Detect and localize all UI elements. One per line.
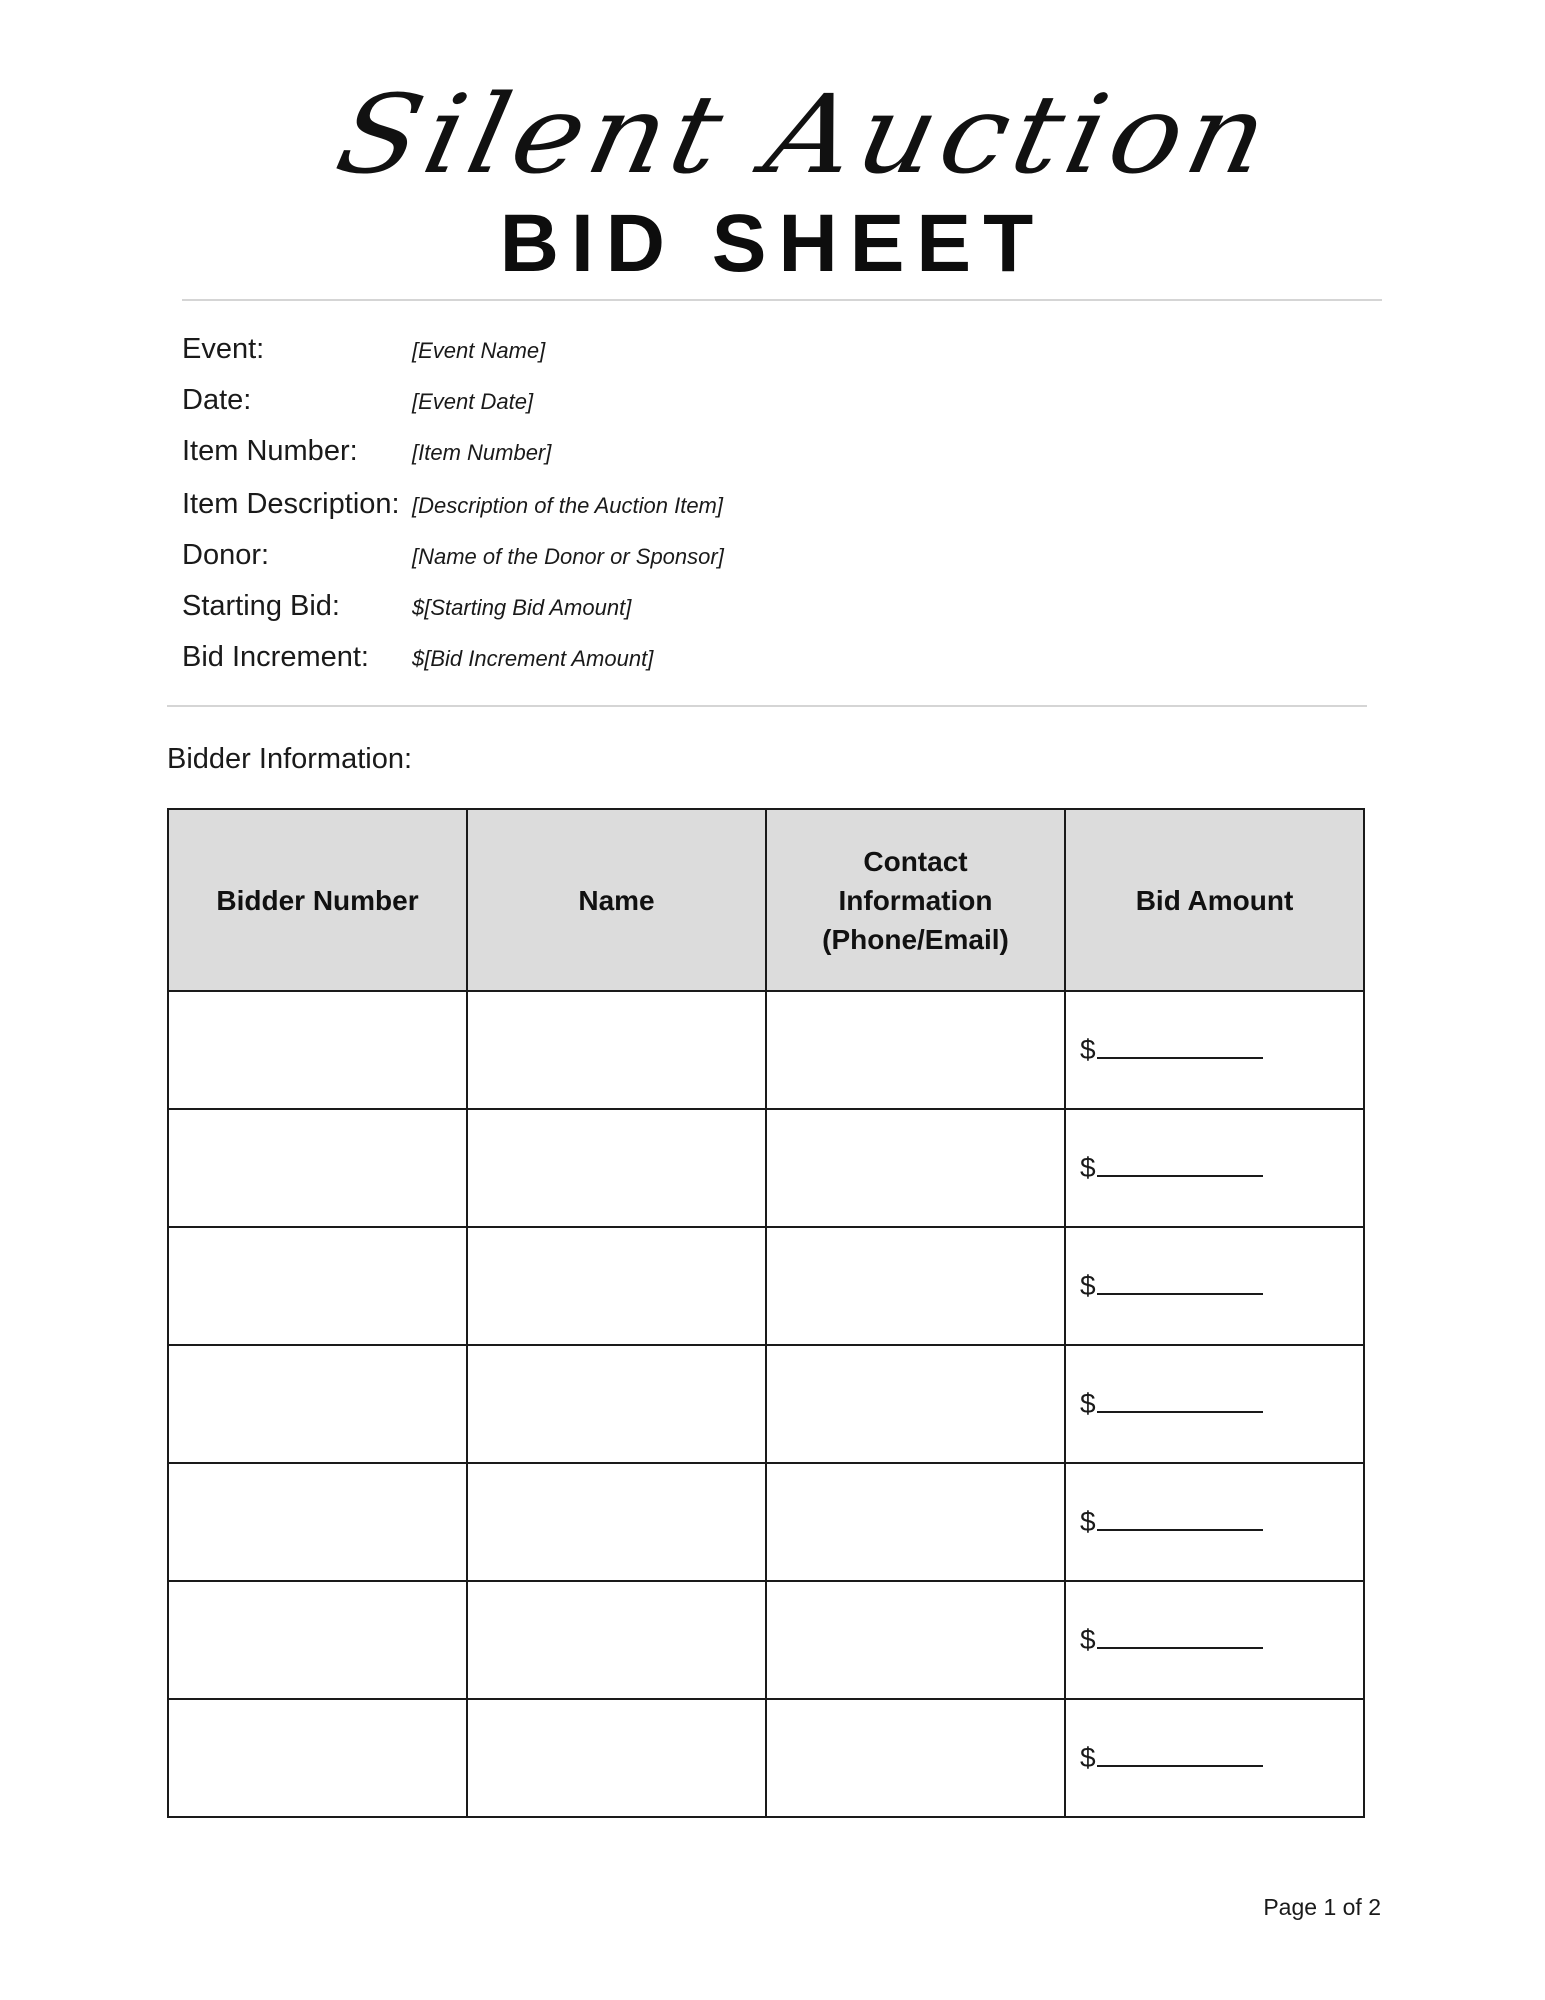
table-row	[168, 1227, 1364, 1345]
detail-value[interactable]: [Name of the Donor or Sponsor]	[412, 544, 724, 569]
table-row	[168, 1581, 1364, 1699]
script-title-text: Silent Auction	[326, 70, 1285, 198]
bidder-number-cell[interactable]	[168, 1699, 467, 1817]
detail-value[interactable]: [Description of the Auction Item]	[412, 493, 723, 518]
table-header-row	[168, 809, 1364, 991]
column-header-contact: Contact Information (Phone/Email)	[766, 809, 1065, 991]
amount-blank-line[interactable]	[1097, 1627, 1263, 1649]
detail-row-donor	[182, 532, 1382, 578]
currency-symbol: $	[1080, 1152, 1096, 1183]
script-title	[326, 62, 1285, 207]
detail-row-starting-bid	[182, 583, 1382, 629]
bid-amount-cell[interactable]	[1065, 1109, 1364, 1227]
amount-blank-line[interactable]	[1097, 1155, 1263, 1177]
detail-value[interactable]: [Event Date]	[412, 389, 534, 414]
detail-label: Donor:	[182, 539, 270, 571]
detail-row-item-description	[182, 481, 1382, 527]
detail-value[interactable]: $[Starting Bid Amount]	[412, 595, 632, 620]
column-header-name: Name	[467, 809, 766, 991]
amount-blank-line[interactable]	[1097, 1509, 1263, 1531]
detail-value[interactable]: [Item Number]	[412, 440, 552, 465]
currency-symbol: $	[1080, 1624, 1096, 1655]
contact-cell[interactable]	[766, 1581, 1065, 1699]
amount-blank-line[interactable]	[1097, 1037, 1263, 1059]
name-cell[interactable]	[467, 991, 766, 1109]
name-cell[interactable]	[467, 1581, 766, 1699]
contact-cell[interactable]	[766, 991, 1065, 1109]
detail-row-event	[182, 326, 1382, 372]
bidder-number-cell[interactable]	[168, 1345, 467, 1463]
table-row	[168, 1109, 1364, 1227]
bid-amount-cell[interactable]	[1065, 1581, 1364, 1699]
detail-label: Event:	[182, 333, 265, 365]
currency-symbol: $	[1080, 1388, 1096, 1419]
bid-amount-cell[interactable]	[1065, 1699, 1364, 1817]
detail-row-item-number	[182, 428, 1382, 474]
table-row	[168, 1463, 1364, 1581]
page-number: Page 1 of 2	[1263, 1894, 1381, 1920]
name-cell[interactable]	[467, 1109, 766, 1227]
detail-value[interactable]: [Event Name]	[412, 338, 546, 363]
currency-symbol: $	[1080, 1270, 1096, 1301]
currency-symbol: $	[1080, 1034, 1096, 1065]
bidder-number-cell[interactable]	[168, 1109, 467, 1227]
name-cell[interactable]	[467, 1699, 766, 1817]
header-divider	[182, 299, 1382, 301]
contact-cell[interactable]	[766, 1463, 1065, 1581]
bidder-number-cell[interactable]	[168, 1227, 467, 1345]
detail-label: Starting Bid:	[182, 590, 340, 622]
table-row	[168, 991, 1364, 1109]
column-header-bidder-number: Bidder Number	[168, 809, 467, 991]
detail-row-bid-increment	[182, 634, 1382, 680]
contact-cell[interactable]	[766, 1345, 1065, 1463]
table-row	[168, 1699, 1364, 1817]
amount-blank-line[interactable]	[1097, 1273, 1263, 1295]
currency-symbol: $	[1080, 1506, 1096, 1537]
contact-cell[interactable]	[766, 1227, 1065, 1345]
bid-amount-cell[interactable]	[1065, 1227, 1364, 1345]
currency-symbol: $	[1080, 1742, 1096, 1773]
detail-label: Bid Increment:	[182, 641, 369, 673]
amount-blank-line[interactable]	[1097, 1391, 1263, 1413]
bidder-information-heading: Bidder Information:	[167, 743, 413, 775]
details-divider	[167, 705, 1367, 707]
bidder-number-cell[interactable]	[168, 1581, 467, 1699]
detail-label: Item Number:	[182, 435, 358, 467]
name-cell[interactable]	[467, 1227, 766, 1345]
bid-amount-cell[interactable]	[1065, 991, 1364, 1109]
bid-amount-cell[interactable]	[1065, 1345, 1364, 1463]
name-cell[interactable]	[467, 1345, 766, 1463]
detail-value[interactable]: $[Bid Increment Amount]	[412, 646, 654, 671]
detail-label: Item Description:	[182, 488, 400, 520]
detail-label: Date:	[182, 384, 252, 416]
contact-cell[interactable]	[766, 1699, 1065, 1817]
contact-cell[interactable]	[766, 1109, 1065, 1227]
name-cell[interactable]	[467, 1463, 766, 1581]
column-header-bid-amount: Bid Amount	[1065, 809, 1364, 991]
amount-blank-line[interactable]	[1097, 1745, 1263, 1767]
detail-row-date	[182, 377, 1382, 423]
table-row	[168, 1345, 1364, 1463]
bidder-number-cell[interactable]	[168, 991, 467, 1109]
bidder-number-cell[interactable]	[168, 1463, 467, 1581]
bid-amount-cell[interactable]	[1065, 1463, 1364, 1581]
bid-table	[167, 808, 1365, 1818]
main-title: BID SHEET	[499, 198, 1046, 289]
